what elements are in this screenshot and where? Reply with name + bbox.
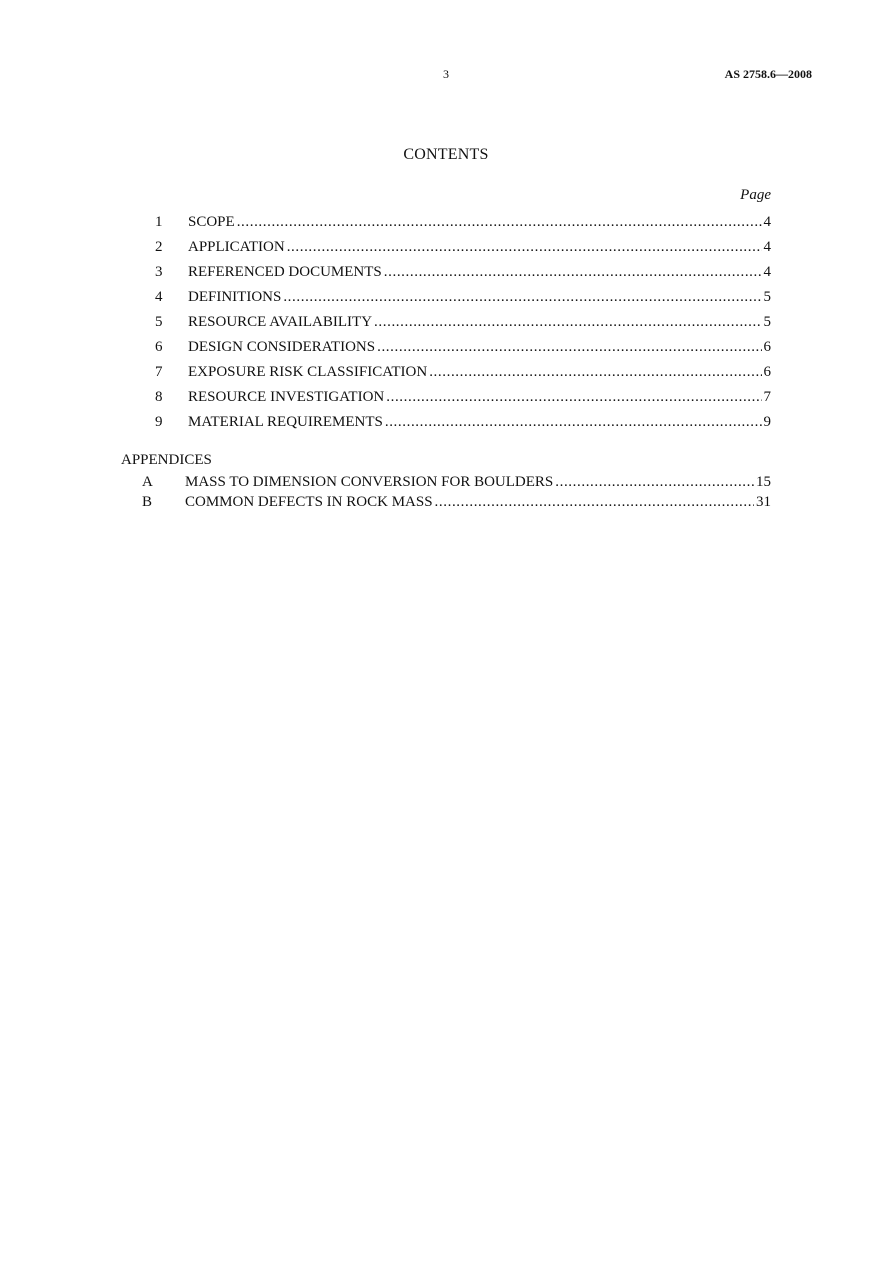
toc-entry-scope[interactable] — [150, 212, 771, 237]
dot-leader — [237, 212, 762, 232]
dot-leader — [377, 337, 761, 357]
section-page: 4 — [763, 264, 771, 280]
section-page: 4 — [763, 239, 771, 255]
dot-leader — [386, 387, 761, 407]
section-number: 7 — [155, 364, 163, 380]
section-number: 2 — [155, 239, 163, 255]
page-column-label: Page — [740, 187, 771, 203]
dot-leader — [374, 312, 761, 332]
section-title: APPLICATION — [188, 239, 285, 255]
dot-leader — [555, 472, 754, 492]
appendix-title: COMMON DEFECTS IN ROCK MASS — [185, 494, 433, 510]
section-title: RESOURCE AVAILABILITY — [188, 314, 373, 330]
section-page: 6 — [763, 339, 771, 355]
appendix-page: 15 — [756, 474, 771, 490]
section-number: 9 — [155, 414, 163, 430]
contents-title: CONTENTS — [403, 146, 489, 163]
section-title: EXPOSURE RISK CLASSIFICATION — [188, 364, 428, 380]
toc-entry-material-requirements[interactable] — [150, 412, 771, 437]
dot-leader — [385, 412, 762, 432]
section-title: DEFINITIONS — [188, 289, 282, 305]
section-number: 1 — [155, 214, 163, 230]
toc-entry-resource-investigation[interactable] — [150, 387, 771, 412]
dot-leader — [283, 287, 761, 307]
toc-entry-referenced-documents[interactable] — [150, 262, 771, 287]
section-number: 5 — [155, 314, 163, 330]
toc-entry-resource-availability[interactable] — [150, 312, 771, 337]
toc-entry-design-considerations[interactable] — [150, 337, 771, 362]
dot-leader — [435, 492, 754, 512]
appendices-list — [142, 472, 771, 512]
appendix-letter: B — [142, 494, 153, 510]
appendix-letter: A — [142, 474, 153, 490]
section-page: 6 — [763, 364, 771, 380]
section-page: 5 — [763, 314, 771, 330]
dot-leader — [287, 237, 762, 257]
section-page: 7 — [763, 389, 771, 405]
toc-entry-definitions[interactable] — [150, 287, 771, 312]
section-title: DESIGN CONSIDERATIONS — [188, 339, 376, 355]
section-page: 9 — [763, 414, 771, 430]
section-page: 5 — [763, 289, 771, 305]
section-title: MATERIAL REQUIREMENTS — [188, 414, 383, 430]
toc-entry-appendix-a[interactable] — [142, 472, 771, 492]
section-page: 4 — [763, 214, 771, 230]
toc-entry-application[interactable] — [150, 237, 771, 262]
toc-sections — [150, 212, 771, 437]
toc-entry-exposure-risk-classification[interactable] — [150, 362, 771, 387]
appendices-heading: APPENDICES — [121, 452, 212, 468]
appendix-title: MASS TO DIMENSION CONVERSION FOR BOULDERS — [185, 474, 554, 490]
page-number: 3 — [443, 67, 449, 81]
section-number: 3 — [155, 264, 163, 280]
section-number: 6 — [155, 339, 163, 355]
appendix-page: 31 — [756, 494, 771, 510]
dot-leader — [384, 262, 762, 282]
section-title: SCOPE — [188, 214, 235, 230]
standard-id: AS 2758.6—2008 — [724, 67, 812, 81]
section-title: REFERENCED DOCUMENTS — [188, 264, 382, 280]
section-number: 4 — [155, 289, 163, 305]
section-title: RESOURCE INVESTIGATION — [188, 389, 385, 405]
section-number: 8 — [155, 389, 163, 405]
toc-entry-appendix-b[interactable] — [142, 492, 771, 512]
dot-leader — [429, 362, 761, 382]
